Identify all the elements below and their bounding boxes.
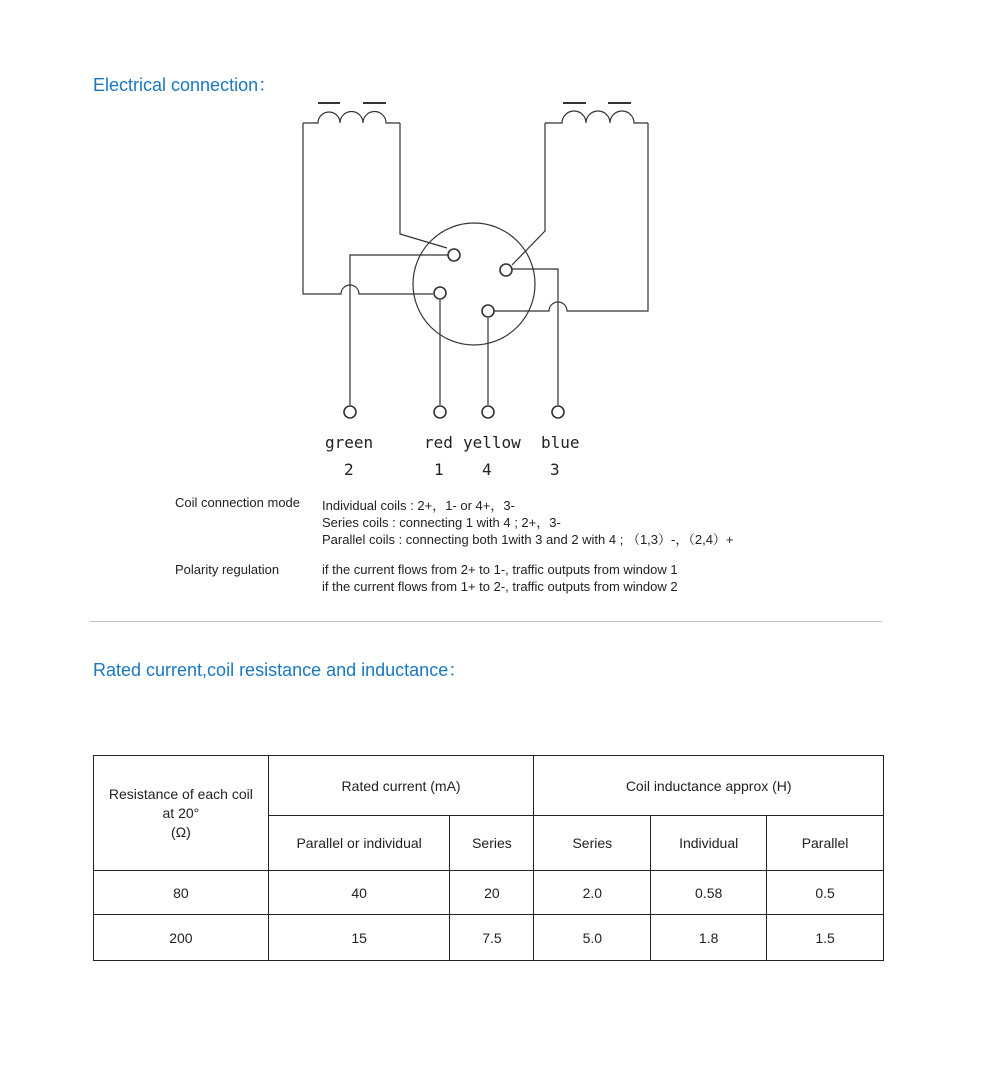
coil-inductance-header: Coil inductance approx (H) — [534, 756, 884, 816]
terminal-green — [344, 406, 356, 418]
polarity-regulation-label: Polarity regulation — [175, 562, 280, 577]
table-row — [94, 915, 884, 961]
polarity-line: if the current flows from 1+ to 2-, traffic outputs from window 2 — [322, 579, 678, 594]
subheader-series-inductance: Series — [534, 816, 651, 871]
wire-coil-left-to-pin — [400, 123, 447, 248]
right-coil-winding — [545, 111, 648, 123]
wire-number-red: 1 — [434, 460, 444, 479]
subheader-series-current: Series — [450, 816, 534, 871]
table-row — [94, 871, 884, 915]
connector-pin-1 — [434, 287, 446, 299]
resistance-header-cell — [94, 756, 269, 871]
coil-mode-line: Individual coils : 2+，1- or 4+，3- — [322, 498, 515, 513]
wire-coil-left-loop — [303, 123, 433, 294]
wire-color-yellow: yellow — [463, 433, 521, 452]
connector-body — [413, 223, 535, 345]
wire-color-blue: blue — [541, 433, 580, 452]
rated-current-header: Rated current (mA) — [268, 756, 534, 816]
table-cell: 20 — [450, 871, 534, 915]
table-cell: 1.8 — [651, 915, 767, 961]
polarity-line: if the current flows from 2+ to 1-, traffic outputs from window 1 — [322, 562, 678, 577]
table-cell: 15 — [268, 915, 450, 961]
table-cell: 1.5 — [767, 915, 884, 961]
section-divider — [90, 621, 882, 622]
coil-mode-line: Series coils : connecting 1 with 4 ; 2+，3- — [322, 515, 561, 530]
coil-mode-line: Parallel coils : connecting both 1with 3 and 2 with 4 ; （1,3）-，（2,4）+ — [322, 532, 734, 547]
wire-color-green: green — [325, 433, 374, 452]
table-cell: 40 — [268, 871, 450, 915]
terminal-yellow — [482, 406, 494, 418]
wire-color-red: red — [424, 433, 453, 452]
connector-pin-2 — [448, 249, 460, 261]
coil-connection-mode-label: Coil connection mode — [175, 495, 301, 510]
electrical-connection-heading: Electrical connection： — [93, 75, 277, 95]
resistance-header-line: at 20° — [162, 804, 200, 821]
resistance-header-line: Resistance of each coil — [108, 785, 253, 802]
table-cell: 5.0 — [534, 915, 651, 961]
table-cell: 2.0 — [534, 871, 651, 915]
left-coil-winding — [303, 112, 400, 124]
wire-coil-right-loop — [494, 123, 648, 311]
connector-pin-3 — [500, 264, 512, 276]
table-cell: 80 — [94, 871, 269, 915]
rated-current-table — [93, 755, 884, 961]
connector-pin-4 — [482, 305, 494, 317]
table-cell: 0.5 — [767, 871, 884, 915]
wire-number-green: 2 — [344, 460, 354, 479]
table-cell: 0.58 — [651, 871, 767, 915]
wire-coil-right-to-pin — [512, 123, 545, 265]
subheader-parallel-or-individual: Parallel or individual — [268, 816, 450, 871]
terminal-red — [434, 406, 446, 418]
wire-number-yellow: 4 — [482, 460, 492, 479]
rated-current-heading: Rated current,coil resistance and inductance： — [93, 660, 467, 680]
resistance-header-line: (Ω) — [170, 823, 191, 840]
terminal-blue — [552, 406, 564, 418]
subheader-parallel: Parallel — [767, 816, 884, 871]
wire-number-blue: 3 — [550, 460, 560, 479]
table-cell: 7.5 — [450, 915, 534, 961]
table-cell: 200 — [94, 915, 269, 961]
subheader-individual: Individual — [651, 816, 767, 871]
